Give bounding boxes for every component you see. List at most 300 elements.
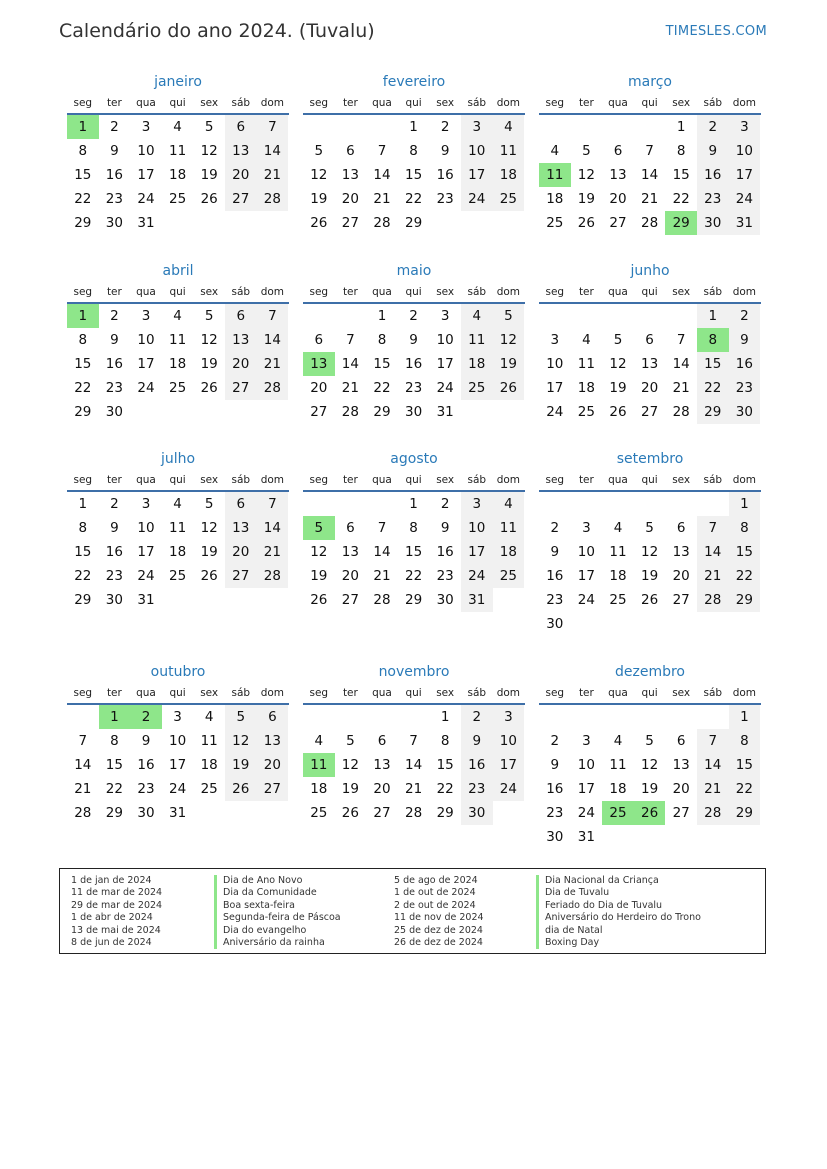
day-cell: 23 [105,191,123,207]
day-cell: 25 [546,215,564,231]
empty-cell [602,612,634,636]
empty-cell [539,705,571,729]
weekday-label: sex [436,687,455,699]
day-cell: 10 [168,733,187,749]
day-cell: 28 [257,187,289,211]
day-cell: 14 [373,544,391,560]
day-cell: 20 [225,163,257,187]
day-cell: 6 [645,332,654,348]
day-cell: 3 [141,496,151,512]
empty-cell [571,304,603,328]
weekday-label: ter [106,687,122,699]
holiday-cell: 29 [665,211,697,235]
day-cell: 4 [550,143,560,159]
day-cell: 31 [729,211,761,235]
weekday-label: sáb [703,97,723,109]
weekday-label: sáb [703,687,723,699]
day-grid [303,115,525,235]
empty-cell [539,492,571,516]
holiday-name: Dia de Ano Novo [214,875,341,887]
day-cell: 21 [257,352,289,376]
holiday-cell: 1 [67,304,99,328]
empty-cell [539,115,571,139]
day-cell: 22 [105,781,123,797]
day-cell: 13 [672,757,690,773]
weekday-header [67,282,289,304]
weekday-label: qui [641,286,658,298]
holiday-name: Aniversário da rainha [214,937,341,949]
day-cell: 29 [74,592,92,608]
day-cell: 15 [105,757,123,773]
legend-dates-left [71,875,162,949]
weekday-label: seg [309,97,329,109]
day-cell: 5 [314,143,324,159]
empty-cell [429,211,461,235]
month-title: maio [396,263,432,279]
day-cell: 8 [78,143,88,159]
weekday-label: qui [169,286,186,298]
site-link[interactable]: TIMESLES.COM [665,24,767,39]
day-cell: 5 [582,143,591,159]
day-cell: 21 [404,781,423,797]
day-cell: 24 [137,191,155,207]
day-cell: 24 [137,380,155,396]
day-cell: 14 [640,167,659,183]
day-cell: 3 [173,709,182,725]
holiday-date: 1 de abr de 2024 [71,912,153,924]
empty-cell [303,304,335,328]
day-cell: 19 [200,356,218,372]
day-cell: 26 [200,191,218,207]
day-cell: 12 [609,356,627,372]
day-cell: 7 [257,492,289,516]
day-cell: 19 [640,568,659,584]
day-cell: 20 [609,191,627,207]
legend-dates-right [394,875,484,949]
day-cell: 14 [341,356,359,372]
day-cell: 8 [440,733,450,749]
day-cell: 8 [78,520,88,536]
weekday-label: qui [641,474,658,486]
weekday-label: qua [372,97,392,109]
weekday-label: ter [106,286,122,298]
day-cell: 3 [493,705,525,729]
day-cell: 6 [225,492,257,516]
day-cell: 28 [404,805,423,821]
day-cell: 1 [697,304,729,328]
month-title: julho [160,451,196,467]
day-cell: 9 [440,520,450,536]
day-cell: 14 [257,139,289,163]
month-junho [539,261,761,424]
day-cell: 8 [729,516,761,540]
weekday-label: sáb [231,286,251,298]
weekday-label: qua [608,687,628,699]
day-cell: 4 [173,119,182,135]
day-cell: 16 [697,163,729,187]
month-title: outubro [150,664,206,680]
day-cell: 28 [697,801,729,825]
empty-cell [729,612,761,636]
page-title: Calendário do ano 2024. (Tuvalu) [59,20,375,42]
weekday-label: qua [372,286,392,298]
day-cell: 25 [168,568,187,584]
holiday-name: Aniversário do Herdeiro do Trono [536,912,701,924]
day-cell: 11 [609,544,627,560]
day-cell: 9 [110,332,119,348]
day-cell: 30 [105,404,123,420]
holiday-cell: 8 [697,328,729,352]
weekday-label: dom [260,97,285,109]
day-cell: 10 [577,757,595,773]
empty-cell [461,400,493,424]
weekday-label: seg [545,687,565,699]
weekday-label: seg [309,474,329,486]
holiday-date: 5 de ago de 2024 [394,875,478,886]
day-cell: 5 [645,733,654,749]
day-cell: 3 [141,308,151,324]
day-cell: 14 [404,757,423,773]
empty-cell [697,705,729,729]
weekday-label: qui [405,474,422,486]
day-cell: 23 [546,805,564,821]
day-cell: 15 [436,757,454,773]
day-cell: 4 [173,496,182,512]
day-cell: 10 [577,544,595,560]
day-cell: 10 [137,520,155,536]
month-title: novembro [378,664,450,680]
empty-cell [257,211,289,235]
day-grid [303,304,525,424]
day-cell: 4 [493,492,525,516]
day-cell: 7 [346,332,355,348]
day-cell: 16 [436,167,454,183]
day-cell: 10 [729,139,761,163]
legend-names-left [214,875,341,949]
day-cell: 17 [168,757,187,773]
day-cell: 28 [373,215,391,231]
day-cell: 29 [74,215,92,231]
day-cell: 27 [225,564,257,588]
day-cell: 15 [74,167,92,183]
weekday-label: qui [169,687,186,699]
day-cell: 13 [373,757,391,773]
month-dezembro [539,662,761,849]
day-cell: 17 [461,163,493,187]
weekday-label: ter [106,97,122,109]
empty-cell [67,705,99,729]
empty-cell [461,211,493,235]
holiday-name: Boxing Day [536,937,701,949]
empty-cell [366,492,398,516]
empty-cell [634,705,666,729]
day-cell: 27 [225,187,257,211]
empty-cell [257,588,289,612]
weekday-label: seg [73,474,93,486]
day-cell: 27 [672,592,690,608]
weekday-label: sex [436,97,455,109]
day-cell: 22 [373,380,391,396]
empty-cell [571,612,603,636]
day-cell: 21 [672,380,690,396]
day-cell: 18 [168,167,187,183]
day-cell: 27 [341,592,359,608]
day-cell: 23 [546,592,564,608]
empty-cell [602,492,634,516]
day-cell: 2 [440,496,450,512]
day-cell: 7 [377,520,387,536]
day-cell: 25 [200,781,218,797]
day-cell: 6 [676,520,686,536]
empty-cell [493,211,525,235]
day-cell: 31 [436,404,454,420]
day-cell: 16 [461,753,493,777]
day-cell: 15 [74,356,92,372]
day-cell: 11 [200,733,218,749]
day-grid [539,705,761,849]
weekday-label: sáb [231,474,251,486]
month-title: setembro [616,451,684,467]
day-cell: 7 [697,729,729,753]
day-cell: 29 [729,588,761,612]
day-cell: 13 [609,167,627,183]
day-cell: 5 [204,119,214,135]
day-cell: 30 [697,211,729,235]
day-cell: 27 [257,777,289,801]
day-cell: 20 [672,568,690,584]
day-cell: 28 [257,376,289,400]
weekday-label: qui [405,687,422,699]
day-cell: 12 [200,143,218,159]
day-cell: 20 [373,781,391,797]
day-cell: 23 [729,376,761,400]
day-cell: 14 [257,328,289,352]
empty-cell [665,705,697,729]
day-cell: 1 [676,119,686,135]
day-cell: 8 [676,143,686,159]
day-cell: 17 [436,356,454,372]
holiday-date: 11 de mar de 2024 [71,887,163,899]
weekday-label: seg [545,286,565,298]
empty-cell [398,705,430,729]
day-cell: 5 [493,304,525,328]
day-cell: 16 [546,781,564,797]
day-cell: 4 [461,304,493,328]
day-cell: 27 [225,376,257,400]
day-cell: 19 [493,352,525,376]
empty-cell [335,304,367,328]
day-cell: 20 [225,352,257,376]
empty-cell [162,400,194,424]
day-cell: 24 [493,777,525,801]
day-cell: 21 [341,380,359,396]
weekday-label: dom [732,97,757,109]
weekday-label: qui [169,97,186,109]
weekday-header [67,470,289,492]
weekday-label: qua [372,687,392,699]
day-cell: 24 [546,404,564,420]
month-fevereiro [303,72,525,235]
empty-cell [193,211,225,235]
weekday-label: ter [106,474,122,486]
day-cell: 18 [168,544,187,560]
day-cell: 21 [74,781,92,797]
day-cell: 3 [729,115,761,139]
empty-cell [303,115,335,139]
day-grid [303,705,525,825]
day-cell: 15 [729,540,761,564]
weekday-header [303,683,525,705]
day-cell: 27 [310,404,328,420]
weekday-label: qui [405,286,422,298]
empty-cell [602,304,634,328]
day-cell: 25 [461,376,493,400]
holiday-date: 1 de out de 2024 [394,887,476,899]
day-cell: 5 [204,308,214,324]
day-cell: 17 [577,568,595,584]
day-cell: 26 [225,777,257,801]
empty-cell [162,588,194,612]
day-cell: 15 [404,544,423,560]
day-cell: 11 [168,520,187,536]
day-cell: 24 [461,564,493,588]
day-cell: 26 [200,568,218,584]
holiday-legend [59,868,766,954]
weekday-label: dom [260,286,285,298]
weekday-label: sex [200,687,219,699]
day-cell: 23 [436,568,454,584]
empty-cell [539,304,571,328]
day-cell: 28 [697,588,729,612]
day-cell: 16 [404,356,423,372]
weekday-header [303,470,525,492]
day-cell: 6 [346,143,355,159]
day-cell: 23 [461,777,493,801]
empty-cell [366,115,398,139]
month-março [539,72,761,235]
empty-cell [335,115,367,139]
day-cell: 8 [377,332,387,348]
day-cell: 11 [493,139,525,163]
weekday-label: sex [672,687,691,699]
day-cell: 4 [493,115,525,139]
empty-cell [225,801,257,825]
day-cell: 10 [137,332,155,348]
weekday-label: seg [73,97,93,109]
day-cell: 6 [346,520,355,536]
day-cell: 26 [640,592,659,608]
day-cell: 17 [137,167,155,183]
day-cell: 19 [225,753,257,777]
day-cell: 15 [404,167,423,183]
day-cell: 18 [577,380,595,396]
empty-cell [225,211,257,235]
holiday-date: 2 de out de 2024 [394,899,476,911]
day-cell: 22 [74,568,92,584]
day-cell: 15 [672,167,690,183]
day-cell: 8 [409,520,418,536]
day-cell: 18 [493,540,525,564]
day-cell: 12 [341,757,359,773]
day-cell: 12 [640,544,659,560]
empty-cell [602,705,634,729]
day-cell: 15 [697,352,729,376]
day-cell: 22 [436,781,454,797]
weekday-label: sex [436,286,455,298]
day-cell: 7 [697,516,729,540]
day-cell: 31 [137,592,155,608]
day-cell: 6 [314,332,324,348]
holiday-cell: 11 [539,163,571,187]
weekday-header [539,282,761,304]
holiday-cell: 26 [634,801,666,825]
weekday-label: sex [672,286,691,298]
day-cell: 22 [672,191,690,207]
day-cell: 5 [225,705,257,729]
day-cell: 30 [105,215,123,231]
day-cell: 8 [78,332,88,348]
day-cell: 9 [729,328,761,352]
day-cell: 3 [461,492,493,516]
weekday-label: sex [200,474,219,486]
day-cell: 25 [609,592,627,608]
day-cell: 8 [110,733,119,749]
day-cell: 19 [640,781,659,797]
month-title: dezembro [615,664,685,680]
day-cell: 17 [461,540,493,564]
day-cell: 28 [257,564,289,588]
day-cell: 18 [609,568,627,584]
empty-cell [193,801,225,825]
weekday-label: dom [496,474,521,486]
day-grid [67,304,289,424]
day-cell: 2 [461,705,493,729]
weekday-label: qua [608,286,628,298]
day-cell: 5 [204,496,214,512]
day-cell: 9 [141,733,151,749]
empty-cell [602,825,634,849]
weekday-label: sáb [703,474,723,486]
day-cell: 22 [404,568,423,584]
month-abril [67,261,289,424]
day-cell: 24 [461,187,493,211]
day-cell: 4 [613,733,623,749]
weekday-label: qua [608,97,628,109]
weekday-header [539,470,761,492]
day-cell: 17 [137,544,155,560]
day-cell: 18 [546,191,564,207]
day-cell: 16 [105,544,123,560]
day-cell: 20 [672,781,690,797]
day-cell: 23 [105,380,123,396]
weekday-label: dom [732,286,757,298]
holiday-date: 29 de mar de 2024 [71,899,163,911]
day-cell: 4 [314,733,324,749]
day-cell: 7 [409,733,418,749]
day-cell: 26 [310,592,328,608]
day-cell: 26 [200,380,218,396]
month-janeiro [67,72,289,235]
day-cell: 20 [640,380,659,396]
day-cell: 21 [373,568,391,584]
month-title: fevereiro [382,74,446,90]
day-cell: 2 [440,119,450,135]
day-cell: 29 [404,215,423,231]
empty-cell [602,115,634,139]
day-cell: 30 [137,805,155,821]
day-cell: 13 [341,167,359,183]
weekday-label: sáb [467,474,487,486]
